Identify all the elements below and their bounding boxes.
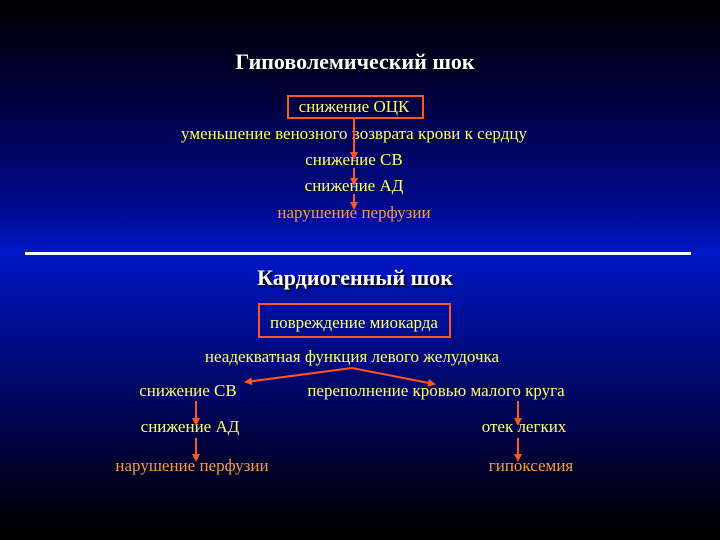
right-branch-step-3: гипоксемия <box>488 456 574 475</box>
hypovolemic-title: Гиповолемический шок <box>235 49 475 74</box>
arrow-cardio-split-right <box>352 368 434 384</box>
cardiogenic-title: Кардиогенный шок <box>257 265 453 290</box>
cardiogenic-second: неадекватная функция левого желудочка <box>204 347 500 366</box>
cardiogenic-root: повреждение миокарда <box>270 313 438 332</box>
hypovolemic-step-4: снижение АД <box>304 176 404 195</box>
left-branch-step-2: снижение АД <box>140 417 240 436</box>
arrow-cardio-split-left <box>246 368 352 382</box>
left-branch-step-3: нарушение перфузии <box>115 456 269 475</box>
left-branch-step-1: снижение СВ <box>139 381 237 400</box>
hypovolemic-step-3: снижение СВ <box>305 150 403 169</box>
right-branch-step-2: отек легких <box>481 417 567 436</box>
hypovolemic-step-5: нарушение перфузии <box>277 203 431 222</box>
hypovolemic-step-1: снижение ОЦК <box>298 97 410 116</box>
right-branch-step-1: переполнение кровью малого круга <box>307 381 565 400</box>
hypovolemic-step-2: уменьшение венозного возврата крови к сердцу <box>181 124 527 143</box>
